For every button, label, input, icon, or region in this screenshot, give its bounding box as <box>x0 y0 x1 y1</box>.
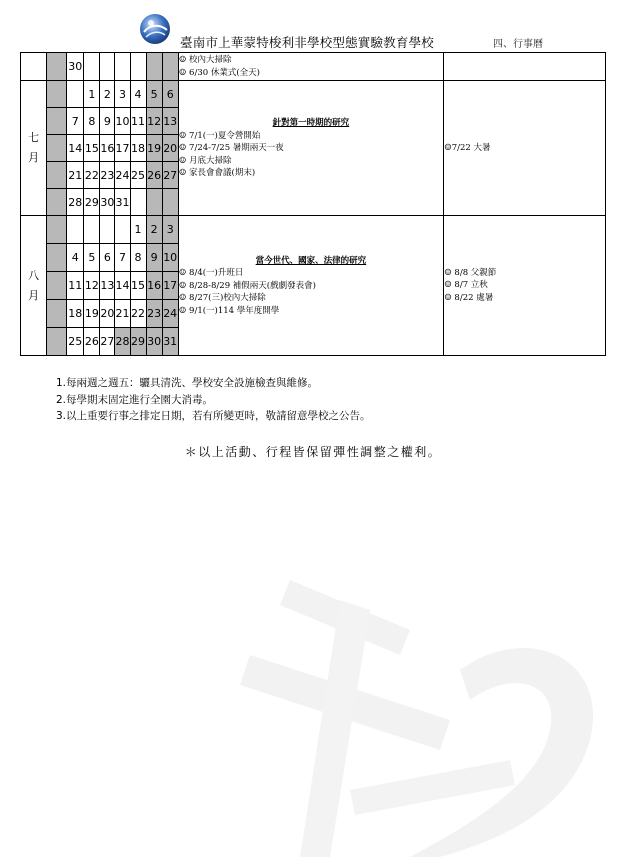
note-line: ☺ 家長會會議(期末) <box>178 168 256 179</box>
note-line: ☺ 8/28-8/29 補假兩天(戲劇發表會) <box>178 280 316 291</box>
day-cell: 8 <box>130 244 146 272</box>
note-line: ☺ 9/1(一)114 學年度開學 <box>178 305 280 316</box>
day-cell <box>115 216 130 244</box>
note-line: ☺ 7/24-7/25 暑期兩天一夜 <box>178 143 284 154</box>
day-cell: 28 <box>115 328 130 356</box>
day-cell <box>67 81 84 108</box>
day-cell: 28 <box>67 189 84 216</box>
day-cell: 4 <box>67 244 84 272</box>
day-cell: 26 <box>84 328 100 356</box>
note-line: ☺ 8/4(一)升班日 <box>178 268 244 279</box>
day-cell: 16 <box>146 272 162 300</box>
day-cell: 25 <box>130 162 146 189</box>
note-line: ☺ 8/27(三)校內大掃除 <box>178 293 266 304</box>
day-cell: 18 <box>67 300 84 328</box>
month-label-august: 八 月 <box>21 216 47 356</box>
day-cell <box>130 189 146 216</box>
page-header <box>0 0 626 52</box>
day-cell: 20 <box>100 300 115 328</box>
disclaimer: ＊以上活動、行程皆保留彈性調整之權利。 <box>184 445 442 459</box>
july-notes <box>178 81 443 216</box>
day-cell: 6 <box>100 244 115 272</box>
day-cell: 24 <box>115 162 130 189</box>
day-cell: 31 <box>162 328 178 356</box>
day-cell: 14 <box>67 135 84 162</box>
day-cell: 10 <box>162 244 178 272</box>
july-side-notes <box>444 81 606 216</box>
calendar-row-june <box>21 53 606 81</box>
day-cell: 15 <box>84 135 100 162</box>
calendar-table <box>20 52 606 356</box>
footnote-item: 2.每學期末固定進行全園大消毒。 <box>56 393 214 406</box>
day-cell: 11 <box>130 108 146 135</box>
day-cell: 30 <box>100 189 115 216</box>
day-cell: 15 <box>130 272 146 300</box>
side-note: ☺ 8/8 父親節 <box>444 267 497 278</box>
month-label-july: 七 月 <box>21 81 47 216</box>
day-cell: 23 <box>146 300 162 328</box>
day-cell: 22 <box>84 162 100 189</box>
section-label: 四、行事曆 <box>493 39 543 50</box>
day-cell: 20 <box>162 135 178 162</box>
day-cell: 11 <box>67 272 84 300</box>
day-cell <box>84 216 100 244</box>
day-cell: 19 <box>84 300 100 328</box>
footnote-item: 3.以上重要行事之排定日期，若有所變更時，敬請留意學校之公告。 <box>56 410 371 422</box>
day-cell: 30 <box>146 328 162 356</box>
day-cell: 13 <box>100 272 115 300</box>
day-cell: 9 <box>100 108 115 135</box>
day-cell: 25 <box>67 328 84 356</box>
day-cell: 17 <box>162 272 178 300</box>
side-note: ☺ 8/7 立秋 <box>444 280 488 291</box>
july-theme: 針對第一時期的研究 <box>272 118 350 129</box>
june-notes <box>178 53 443 81</box>
watermark-graphic <box>210 560 626 857</box>
side-note: ☺7/22 大暑 <box>444 142 491 153</box>
calendar-row-august-1 <box>21 216 606 244</box>
day-cell: 27 <box>100 328 115 356</box>
day-cell: 2 <box>146 216 162 244</box>
august-notes <box>178 216 443 356</box>
footnotes <box>56 375 371 425</box>
day-cell <box>100 216 115 244</box>
day-cell: 5 <box>84 244 100 272</box>
day-cell <box>67 216 84 244</box>
day-cell: 16 <box>100 135 115 162</box>
note-line: ☺ 7/1(一)夏令營開始 <box>178 130 261 141</box>
day-cell: 8 <box>84 108 100 135</box>
day-cell: 22 <box>130 300 146 328</box>
day-cell: 3 <box>162 216 178 244</box>
day-cell: 12 <box>146 108 162 135</box>
day-cell: 19 <box>146 135 162 162</box>
day-cell: 29 <box>84 189 100 216</box>
day-cell: 26 <box>146 162 162 189</box>
day-cell: 9 <box>146 244 162 272</box>
day-cell: 14 <box>115 272 130 300</box>
school-name: 臺南市上華蒙特梭利非學校型態實驗教育學校 <box>180 35 435 50</box>
day-cell: 21 <box>115 300 130 328</box>
day-cell: 6 <box>162 81 178 108</box>
day-cell: 31 <box>115 189 130 216</box>
day-cell: 23 <box>100 162 115 189</box>
day-cell: 13 <box>162 108 178 135</box>
day-cell: 29 <box>130 328 146 356</box>
note-line: ☺ 月底大掃除 <box>178 155 232 166</box>
day-cell: 10 <box>115 108 130 135</box>
day-cell <box>146 189 162 216</box>
august-theme: 當今世代、國家、法律的研究 <box>255 255 367 266</box>
day-cell: 27 <box>162 162 178 189</box>
day-cell: 4 <box>130 81 146 108</box>
footnote-item: 1.每兩週之週五：驪具清洗、學校安全設施檢查與維修。 <box>56 377 319 389</box>
day-cell: 30 <box>67 53 84 81</box>
calendar-row-july-1 <box>21 81 606 108</box>
day-cell: 12 <box>84 272 100 300</box>
school-logo-icon <box>138 12 172 46</box>
note-line: ☺ 6/30 休業式(全天) <box>178 67 260 78</box>
day-cell: 18 <box>130 135 146 162</box>
day-cell: 5 <box>146 81 162 108</box>
day-cell: 3 <box>115 81 130 108</box>
day-cell: 21 <box>67 162 84 189</box>
august-side-notes <box>444 216 606 356</box>
day-cell: 24 <box>162 300 178 328</box>
day-cell: 1 <box>130 216 146 244</box>
day-cell: 1 <box>84 81 100 108</box>
day-cell: 7 <box>115 244 130 272</box>
day-cell: 2 <box>100 81 115 108</box>
day-cell <box>162 189 178 216</box>
note-line: ☺ 校內大掃除 <box>178 55 232 65</box>
day-cell: 7 <box>67 108 84 135</box>
side-note: ☺ 8/22 處暑 <box>444 292 494 303</box>
day-cell: 17 <box>115 135 130 162</box>
